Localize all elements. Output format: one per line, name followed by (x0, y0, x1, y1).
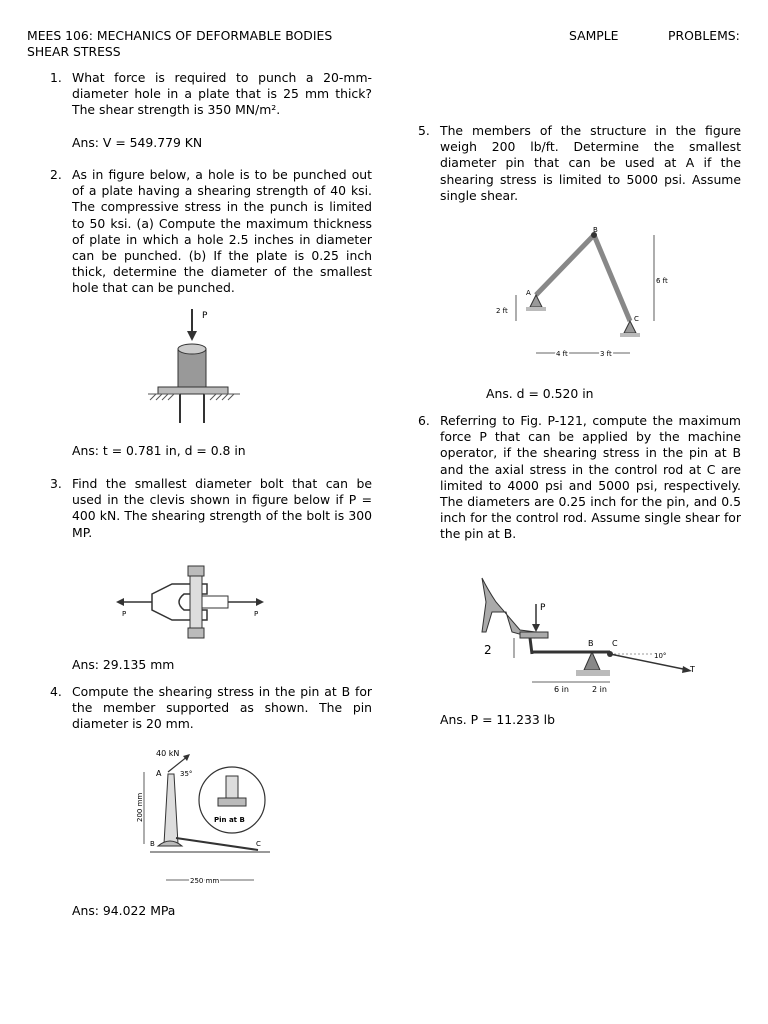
answer-2: Ans: t = 0.781 in, d = 0.8 in (72, 443, 246, 458)
svg-text:3 ft: 3 ft (600, 350, 612, 358)
svg-text:Pin at B: Pin at B (214, 816, 245, 824)
svg-text:P: P (540, 603, 546, 613)
svg-text:A: A (526, 289, 531, 297)
problem-3 (50, 476, 372, 541)
sample-label: SAMPLE (569, 28, 619, 43)
pedal-figure (476, 572, 706, 698)
svg-text:250 mm: 250 mm (190, 877, 220, 885)
problem-5 (418, 123, 741, 204)
answer-1: Ans: V = 549.779 KN (72, 135, 203, 150)
svg-text:B: B (150, 840, 155, 848)
svg-text:2 ft: 2 ft (496, 307, 508, 315)
svg-text:C: C (612, 639, 618, 648)
problem-text: What force is required to punch a 20-mm-diameter hole in a plate that is 25 mm thick? The shear strength is 350 MN/m². (72, 70, 372, 118)
truss-figure (488, 223, 678, 371)
svg-text:6 in: 6 in (554, 685, 569, 694)
problem-text: Referring to Fig. P-121, compute the maximum force P that can be applied by the machine operator, if the shearing stress in the pin at B and the axial stress in the control rod at C are limited to 4000 psi and 5000 psi, respectively. The diameters are 0.25 inch for the pin, and 0.5 inch for the control rod. Assume single shear for the pin at B. (440, 413, 741, 542)
pin-b-figure (130, 742, 275, 890)
svg-text:C: C (256, 840, 261, 848)
problem-text: Find the smallest diameter bolt that can be used in the clevis shown in figure below if P = 400 kN. The shearing strength of the bolt is 300 MP. (72, 476, 372, 540)
problem-text: The members of the structure in the figure weigh 200 lb/ft. Determine the smallest diameter pin that can be used at A if the shearing stress is limited to 5000 psi. Assume single shear. (440, 123, 741, 203)
svg-text:6 ft: 6 ft (656, 277, 668, 285)
svg-text:2: 2 (484, 643, 492, 657)
problem-2 (50, 167, 372, 297)
problem-number: 4. (50, 684, 62, 699)
answer-4: Ans: 94.022 MPa (72, 903, 176, 918)
svg-text:P: P (202, 311, 208, 321)
svg-text:P: P (254, 610, 259, 618)
problems-label: PROBLEMS: (668, 28, 740, 43)
problem-4 (50, 684, 372, 733)
svg-text:C: C (634, 315, 639, 323)
problem-number: 1. (50, 70, 62, 85)
problem-number: 5. (418, 123, 430, 138)
problem-1 (50, 70, 372, 119)
topic-title: SHEAR STRESS (27, 44, 121, 59)
svg-text:A: A (156, 769, 162, 778)
svg-text:B: B (588, 639, 594, 648)
clevis-figure (112, 558, 267, 648)
answer-5: Ans. d = 0.520 in (486, 386, 594, 401)
answer-6: Ans. P = 11.233 lb (440, 712, 555, 727)
problem-6 (418, 413, 741, 543)
svg-text:10°: 10° (654, 652, 667, 660)
svg-text:4 ft: 4 ft (556, 350, 568, 358)
svg-text:2 in: 2 in (592, 685, 607, 694)
svg-text:P: P (122, 610, 127, 618)
course-title: MEES 106: MECHANICS OF DEFORMABLE BODIES (27, 28, 333, 43)
problem-text: Compute the shearing stress in the pin at B for the member supported as shown. The pin diameter is 20 mm. (72, 684, 372, 732)
punch-figure (140, 305, 250, 430)
svg-text:35°: 35° (180, 770, 193, 778)
problem-number: 6. (418, 413, 430, 428)
answer-3: Ans: 29.135 mm (72, 657, 175, 672)
svg-text:200 mm: 200 mm (136, 792, 144, 822)
svg-text:40 kN: 40 kN (156, 749, 180, 758)
problem-text: As in figure below, a hole is to be punched out of a plate having a shearing strength of 40 ksi. The compressive stress in the punch is limited to 50 ksi. (a) Compute the maximum thickness of plate in which a hole 2.5 inches in diameter can be punched. (b) If the plate is 0.25 inch thick, determine the diameter of the smallest hole that can be punched. (72, 167, 372, 296)
svg-text:B: B (593, 226, 598, 234)
problem-number: 2. (50, 167, 62, 182)
svg-text:T: T (690, 665, 695, 674)
problem-number: 3. (50, 476, 62, 491)
